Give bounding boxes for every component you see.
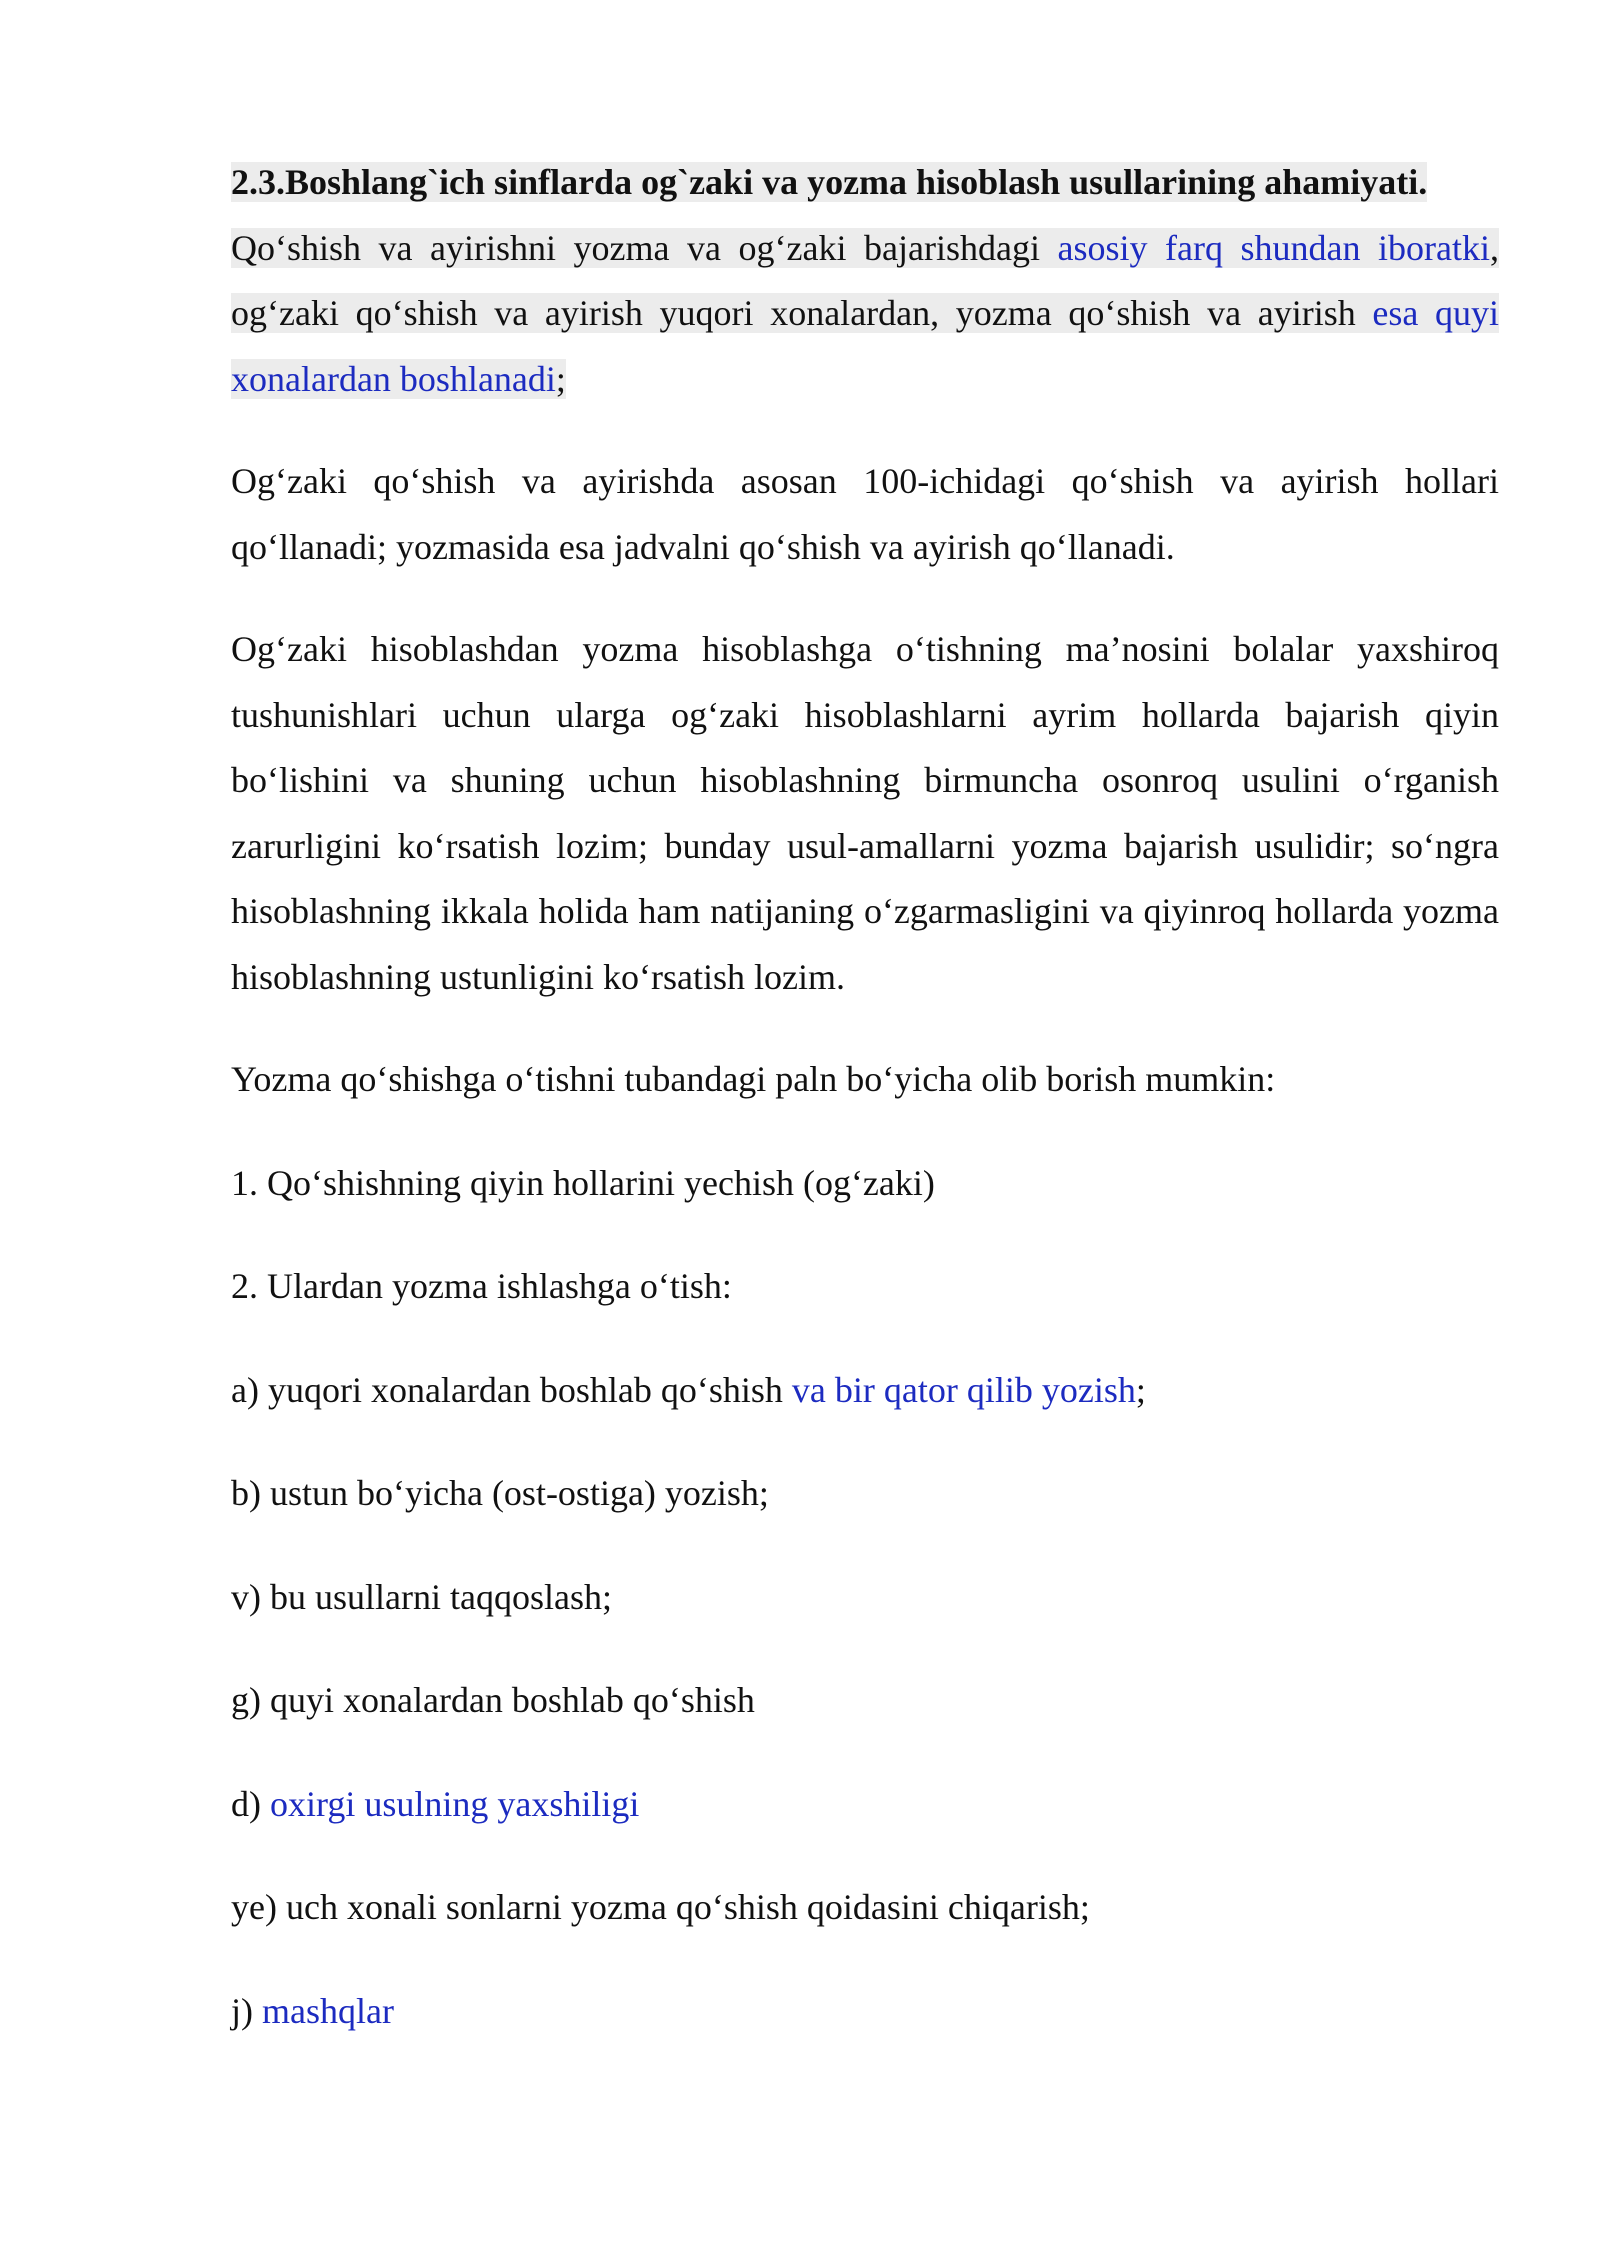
list-item-j-label: j) [231,1990,262,2031]
paragraph-plan-intro: Yozma qo‘shishga o‘tishni tubandagi paln bo‘yicha olib borish mumkin: [231,1059,1276,1099]
paragraph-oral-addition: Og‘zaki qo‘shish va ayirishda asosan 100-ichidagi qo‘shish va ayirish hollari qo‘llanadi; yozmasida esa jadvalni qo‘shish va ayirish qo‘llanadi. [231,461,1499,567]
list-item-g: g) quyi xonalardan boshlab qo‘shish [231,1680,755,1720]
list-item-d-highlight: oxirgi usulning yaxshiligi [270,1783,640,1824]
list-item-a [231,1358,1499,1424]
list-item-a-end: ; [1135,1369,1146,1410]
paragraph-difference-highlight-b: asosiy farq shundan iboratki [1057,227,1491,268]
section-heading-text: 2.3.Boshlang`ich sinflarda og`zaki va yozma hisoblash usullarining ahamiyati. [231,162,1428,202]
list-item-ye: ye) uch xonali sonlarni yozma qo‘shish qoidasini chiqarish; [231,1887,1090,1927]
list-item-v: v) bu usullarni taqqoslash; [231,1576,612,1617]
list-item-1: 1. Qo‘shishning qiyin hollarini yechish (og‘zaki) [231,1162,935,1203]
paragraph-transition: Og‘zaki hisoblashdan yozma hisoblashga o‘tishning ma’nosini bolalar yaxshiroq tushunishlari uchun ularga og‘zaki hisoblashlarni ayrim hollarda bajarish qiyin bo‘lishini va shuning uchun hisoblashning birmuncha osonroq usulini o‘rganish zarurligini ko‘rsatish lozim; bunday usul-amallarni yozma bajarish usulidir; so‘ngra hisoblashning ikkala holida ham natijaning o‘zgarmasligini va qiyinroq hollarda yozma hisoblashning ustunligini ko‘rsatish lozim. [231,629,1499,997]
list-item-j-highlight: mashqlar [262,1990,394,2031]
paragraph-difference-part-c: , og‘zaki qo‘shish va ayirish yuqori xonalardan, yozma qo‘shish va ayirish [231,227,1500,333]
list-item-b: b) ustun bo‘yicha (ost-ostiga) yozish; [231,1473,769,1513]
list-item-a-text: a) yuqori xonalardan boshlab qo‘shish [231,1369,792,1410]
paragraph-difference-part-a: Qo‘shish va ayirishni yozma va og‘zaki bajarishdagi [231,227,1058,268]
paragraph-difference-highlight-d: esa quyi xonalardan boshlanadi [231,293,1500,399]
list-item-d-label: d) [231,1783,270,1824]
paragraph-difference-part-e: ; [555,358,566,399]
section-heading [231,150,1499,216]
list-item-a-highlight: va bir qator qilib yozish [791,1369,1136,1410]
document-page [231,150,1499,2044]
list-item-d [231,1772,1499,1838]
list-item-2: 2. Ulardan yozma ishlashga o‘tish: [231,1266,732,1306]
paragraph-difference [231,216,1499,413]
list-item-j [231,1979,1499,2045]
